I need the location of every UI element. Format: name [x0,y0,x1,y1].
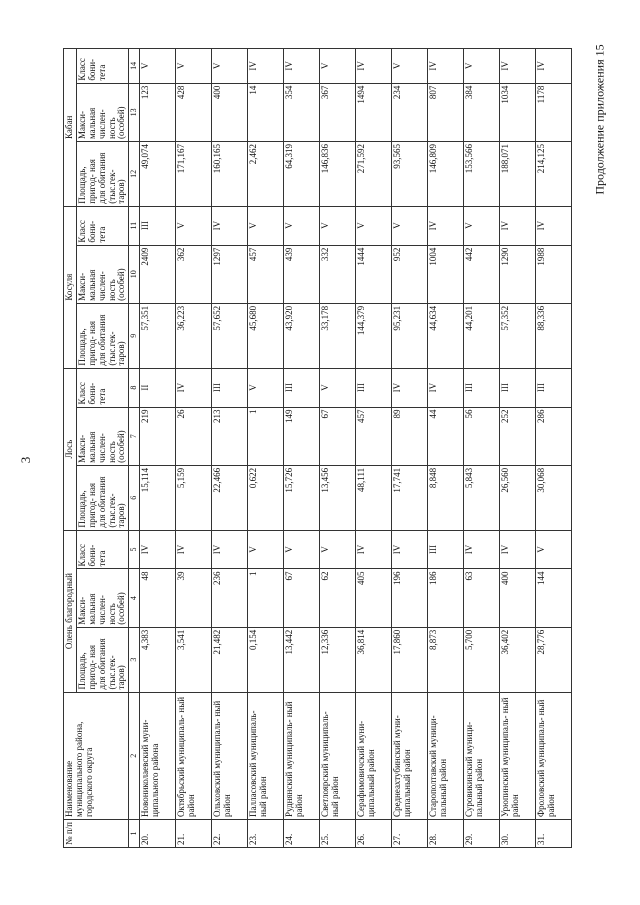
max-count-value: 196 [392,569,428,627]
row-number: 25. [320,819,356,847]
column-number: 5 [129,530,140,569]
max-count-value: 1988 [536,245,572,303]
table-row [464,49,500,848]
max-count-value: 252 [500,407,536,465]
area-value: 146,836 [320,141,356,206]
header-class: Класс бони- тета [76,368,128,407]
area-value: 13,456 [320,465,356,530]
class-value: IV [500,530,536,569]
header-max: Макси- мальная числен- ность (особей) [76,83,128,141]
class-value: IV [392,368,428,407]
class-value: IV [500,206,536,245]
class-value: V [536,530,572,569]
class-value: V [212,49,248,84]
header-idx: № п/п [64,819,129,847]
class-value: IV [140,530,176,569]
class-value: III [500,368,536,407]
group-header: Олень благородный [64,530,77,692]
area-value: 5,700 [464,627,500,692]
area-value: 271,592 [356,141,392,206]
table-row [176,49,212,848]
class-value: III [464,368,500,407]
class-value: III [212,368,248,407]
max-count-value: 67 [320,407,356,465]
max-count-value: 44 [428,407,464,465]
max-count-value: 1 [248,569,284,627]
class-value: III [140,206,176,245]
max-count-value: 1 [248,407,284,465]
district-name: Серафимовичский муни- ципальный район [356,692,392,819]
max-count-value: 428 [176,83,212,141]
column-number: 9 [129,303,140,368]
area-value: 5,843 [464,465,500,530]
class-value: IV [536,49,572,84]
area-value: 45,680 [248,303,284,368]
max-count-value: 2409 [140,245,176,303]
max-count-value: 1297 [212,245,248,303]
class-value: V [176,206,212,245]
area-value: 0,154 [248,627,284,692]
class-value: V [320,206,356,245]
max-count-value: 367 [320,83,356,141]
district-name: Суровикинский муници- пальный район [464,692,500,819]
max-count-value: 89 [392,407,428,465]
class-value: V [320,49,356,84]
row-number: 28. [428,819,464,847]
row-number: 21. [176,819,212,847]
area-value: 36,814 [356,627,392,692]
district-name: Урюпинский муниципаль- ный район [500,692,536,819]
column-number: 4 [129,569,140,627]
row-number: 20. [140,819,176,847]
max-count-value: 144 [536,569,572,627]
district-name: Палласовский муниципаль- ный район [248,692,284,819]
area-value: 30,068 [536,465,572,530]
class-value: IV [356,530,392,569]
table-row [500,49,536,848]
max-count-value: 1004 [428,245,464,303]
table-row [284,49,320,848]
row-number: 24. [284,819,320,847]
area-value: 15,726 [284,465,320,530]
area-value: 144,379 [356,303,392,368]
area-value: 44,634 [428,303,464,368]
max-count-value: 213 [212,407,248,465]
max-count-value: 405 [356,569,392,627]
max-count-value: 234 [392,83,428,141]
max-count-value: 149 [284,407,320,465]
table-row [248,49,284,848]
table-row [536,49,572,848]
max-count-value: 39 [176,569,212,627]
class-value: III [356,368,392,407]
class-value: IV [500,49,536,84]
class-value: IV [176,530,212,569]
header-class: Класс бони- тета [76,530,128,569]
area-value: 0,622 [248,465,284,530]
column-number: 6 [129,465,140,530]
class-value: V [248,368,284,407]
max-count-value: 442 [464,245,500,303]
column-number: 8 [129,368,140,407]
district-name: Среднеахтубинский муни- ципальный район [392,692,428,819]
class-value: V [392,206,428,245]
area-value: 22,466 [212,465,248,530]
column-number: 12 [129,141,140,206]
area-value: 57,351 [140,303,176,368]
max-count-value: 1444 [356,245,392,303]
area-value: 44,201 [464,303,500,368]
class-value: V [356,206,392,245]
max-count-value: 457 [248,245,284,303]
area-value: 49,074 [140,141,176,206]
district-name: Новониколаевский муни- ципального района [140,692,176,819]
header-name: Наименование муниципального района, городского округа [64,692,129,819]
max-count-value: 384 [464,83,500,141]
max-count-value: 362 [176,245,212,303]
max-count-value: 63 [464,569,500,627]
area-value: 12,336 [320,627,356,692]
class-value: II [140,368,176,407]
group-header: Кабан [64,49,77,207]
continuation-label: Продолжение приложения 15 [592,44,607,195]
max-count-value: 186 [428,569,464,627]
area-value: 36,223 [176,303,212,368]
header-max: Макси- мальная числен- ность (особей) [76,569,128,627]
class-value: IV [428,206,464,245]
area-value: 188,071 [500,141,536,206]
area-value: 21,482 [212,627,248,692]
district-name: Ольховский муниципаль- ный район [212,692,248,819]
max-count-value: 48 [140,569,176,627]
area-value: 33,178 [320,303,356,368]
area-value: 8,873 [428,627,464,692]
area-value: 93,565 [392,141,428,206]
class-value: IV [212,206,248,245]
row-number: 26. [356,819,392,847]
area-value: 214,125 [536,141,572,206]
group-header: Лось [64,368,77,530]
header-area: Площадь, пригод- ная для обитания (тыс.гек- таров) [76,141,128,206]
column-number: 2 [129,692,140,819]
class-value: V [320,530,356,569]
area-value: 57,652 [212,303,248,368]
max-count-value: 400 [500,569,536,627]
table-row [356,49,392,848]
max-count-value: 14 [248,83,284,141]
max-count-value: 67 [284,569,320,627]
area-value: 2,462 [248,141,284,206]
column-number: 1 [129,819,140,847]
class-value: IV [464,530,500,569]
header-area: Площадь, пригод- ная для обитания (тыс.гек- таров) [76,627,128,692]
class-value: V [140,49,176,84]
max-count-value: 123 [140,83,176,141]
table-row [212,49,248,848]
table-row [392,49,428,848]
table-row [140,49,176,848]
district-name: Руднянский муниципаль- ный район [284,692,320,819]
row-number: 31. [536,819,572,847]
column-number: 13 [129,83,140,141]
max-count-value: 807 [428,83,464,141]
row-number: 30. [500,819,536,847]
class-value: IV [356,49,392,84]
class-value: V [392,49,428,84]
page-number: 3 [18,456,33,464]
district-name: Светлоярский муниципаль- ный район [320,692,356,819]
class-value: V [176,49,212,84]
area-value: 3,541 [176,627,212,692]
max-count-value: 332 [320,245,356,303]
max-count-value: 952 [392,245,428,303]
header-area: Площадь, пригод- ная для обитания (тыс.гек- таров) [76,303,128,368]
max-count-value: 354 [284,83,320,141]
area-value: 28,776 [536,627,572,692]
class-value: IV [248,49,284,84]
column-number-row [129,49,140,848]
class-value: IV [392,530,428,569]
class-value: III [284,368,320,407]
column-number: 3 [129,627,140,692]
district-name: Старополтавский муници- пальный район [428,692,464,819]
area-value: 64,319 [284,141,320,206]
class-value: V [284,206,320,245]
max-count-value: 1178 [536,83,572,141]
row-number: 29. [464,819,500,847]
area-value: 5,159 [176,465,212,530]
area-value: 26,560 [500,465,536,530]
area-value: 160,165 [212,141,248,206]
max-count-value: 1290 [500,245,536,303]
area-value: 17,741 [392,465,428,530]
max-count-value: 219 [140,407,176,465]
header-area: Площадь, пригод- ная для обитания (тыс.гек- таров) [76,465,128,530]
column-number: 10 [129,245,140,303]
group-header: Косуля [64,206,77,368]
class-value: V [464,49,500,84]
class-value: V [464,206,500,245]
class-value: V [284,530,320,569]
max-count-value: 62 [320,569,356,627]
max-count-value: 26 [176,407,212,465]
area-value: 95,231 [392,303,428,368]
row-number: 23. [248,819,284,847]
class-value: V [248,206,284,245]
class-value: IV [284,49,320,84]
max-count-value: 1494 [356,83,392,141]
district-name: Фроловский муниципаль- ный район [536,692,572,819]
wildlife-table [63,48,572,848]
area-value: 146,809 [428,141,464,206]
area-value: 57,352 [500,303,536,368]
class-value: IV [428,49,464,84]
area-value: 43,920 [284,303,320,368]
class-value: IV [212,530,248,569]
class-value: IV [428,368,464,407]
area-value: 36,402 [500,627,536,692]
area-value: 153,566 [464,141,500,206]
header-max: Макси- мальная числен- ность (особей) [76,407,128,465]
max-count-value: 286 [536,407,572,465]
row-number: 27. [392,819,428,847]
rotated-table-stage [63,48,595,848]
class-value: III [428,530,464,569]
class-value: III [536,368,572,407]
table-row [428,49,464,848]
column-number: 11 [129,206,140,245]
area-value: 171,167 [176,141,212,206]
area-value: 48,111 [356,465,392,530]
header-class: Класс бони- тета [76,49,128,84]
header-max: Макси- мальная числен- ность (особей) [76,245,128,303]
max-count-value: 400 [212,83,248,141]
max-count-value: 236 [212,569,248,627]
area-value: 8,848 [428,465,464,530]
class-value: IV [176,368,212,407]
max-count-value: 1034 [500,83,536,141]
area-value: 4,383 [140,627,176,692]
column-number: 14 [129,49,140,84]
area-value: 13,442 [284,627,320,692]
header-class: Класс бони- тета [76,206,128,245]
class-value: V [248,530,284,569]
area-value: 17,860 [392,627,428,692]
district-name: Октябрьский муниципаль- ный район [176,692,212,819]
table-body [140,49,572,848]
max-count-value: 457 [356,407,392,465]
class-value: V [320,368,356,407]
class-value: IV [536,206,572,245]
max-count-value: 439 [284,245,320,303]
max-count-value: 56 [464,407,500,465]
table-sheet [63,48,595,848]
column-number: 7 [129,407,140,465]
area-value: 88,336 [536,303,572,368]
table-row [320,49,356,848]
row-number: 22. [212,819,248,847]
area-value: 15,114 [140,465,176,530]
